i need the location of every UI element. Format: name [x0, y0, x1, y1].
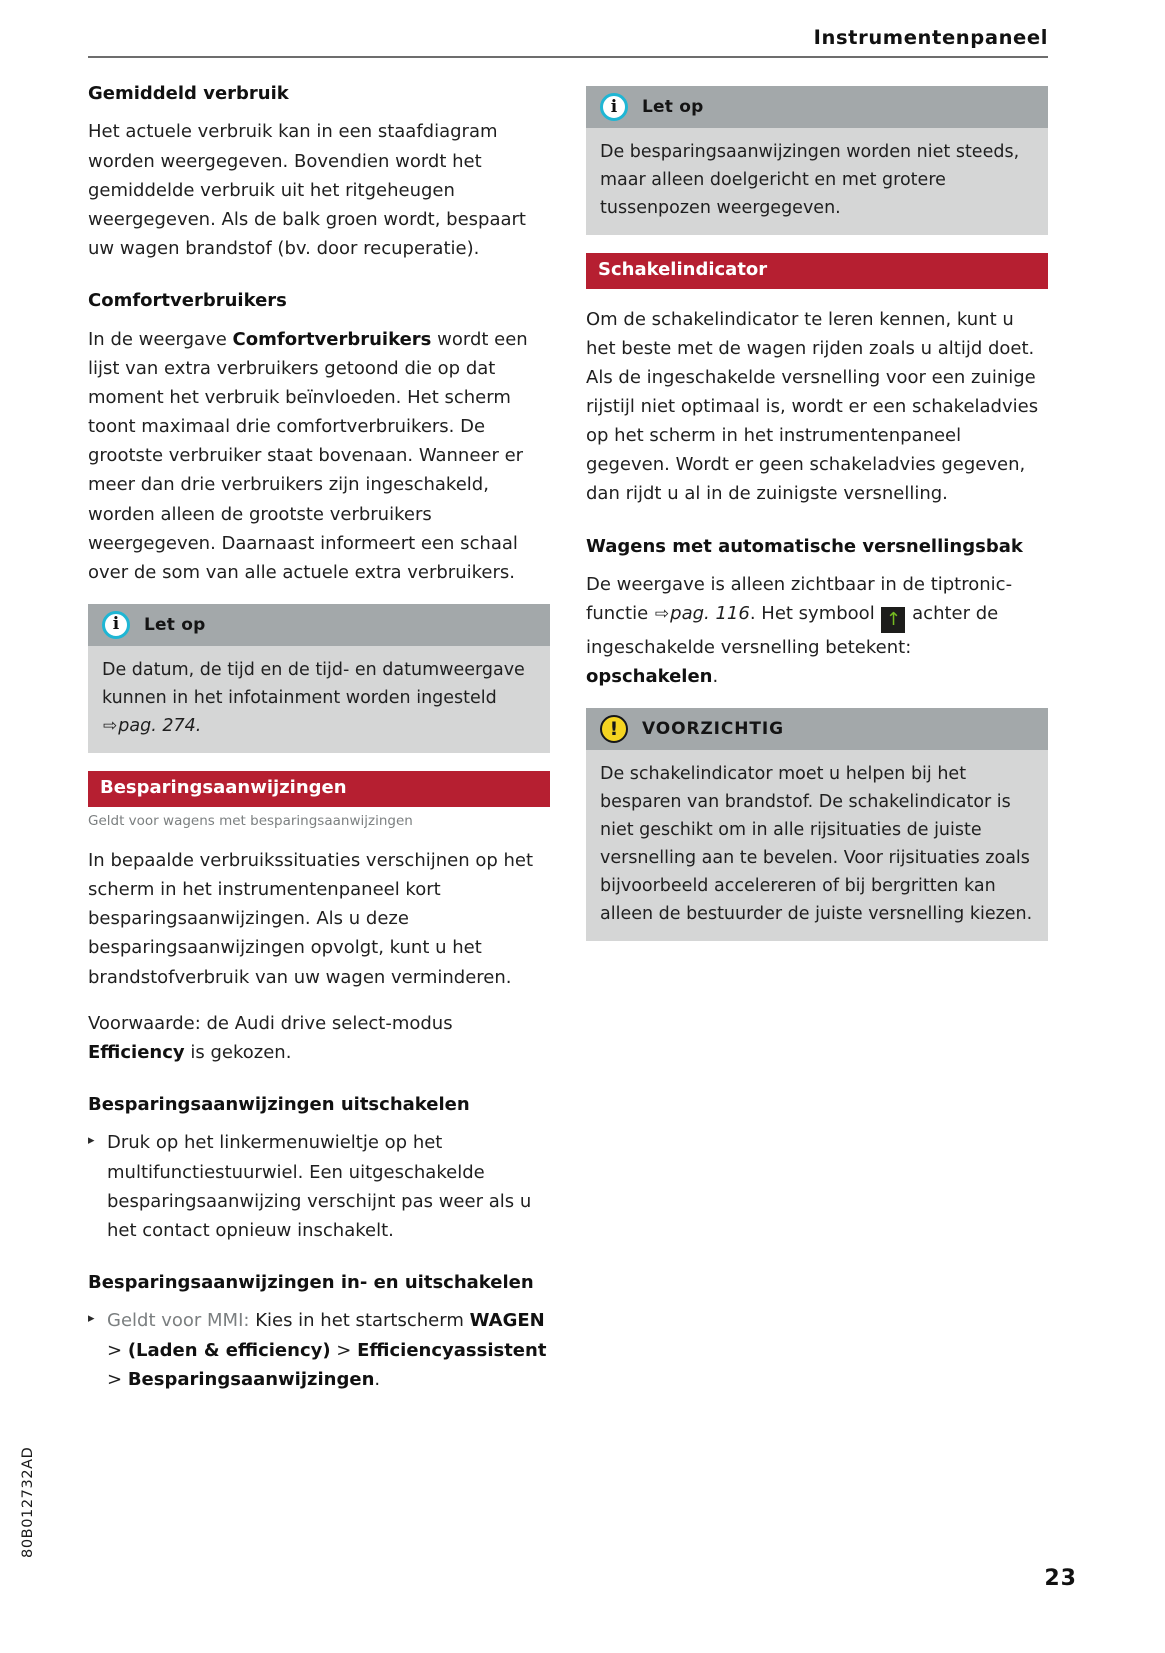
paragraph-gemiddeld-verbruik: Het actuele verbruik kan in een staafdiagram worden weergegeven. Bovendien wordt het gemiddelde verbruik uit het ritgeheugen weergegeven. Als de balk groen wordt, bespaart uw wagen brandstof (bv. door recuperatie).: [88, 121, 526, 260]
reference-arrow-icon: ⇨: [654, 604, 670, 625]
warning-header: [586, 708, 1048, 750]
text-fragment: . Het symbool: [749, 603, 881, 625]
menu-path-item-4[interactable]: Besparingsaanwijzingen: [127, 1368, 375, 1390]
note-body: De besparingsaanwijzingen worden niet steeds, maar alleen doelgericht en met grotere tussenpozen weergegeven.: [586, 128, 1048, 235]
text-fragment: is gekozen.: [184, 1041, 292, 1063]
heading-comfortverbruikers: Comfortverbruikers: [88, 290, 287, 312]
text-fragment: De datum, de tijd en de tijd- en datumweergave kunnen in het infotainment worden ingesteld: [102, 659, 525, 708]
note-title: Let op: [642, 97, 704, 117]
paragraph-tiptronic: [586, 570, 1048, 691]
text-fragment: Kies in het startscherm: [249, 1310, 470, 1332]
paragraph-comfortverbruikers: [88, 325, 550, 587]
applicability-prefix: Geldt voor MMI:: [107, 1310, 250, 1332]
emphasis-comfortverbruikers: Comfortverbruikers: [232, 328, 432, 350]
section-bar-besparingsaanwijzingen: Besparingsaanwijzingen: [88, 771, 550, 807]
note-header: [586, 86, 1048, 128]
menu-path-item-1[interactable]: WAGEN: [469, 1310, 545, 1332]
triangle-bullet-icon: ▸: [88, 1311, 95, 1327]
bullet-list-mmi: [88, 1306, 550, 1393]
text-fragment: Voorwaarde: de Audi drive select-modus: [88, 1012, 453, 1034]
menu-path-separator: >: [330, 1339, 358, 1361]
header-rule: [88, 56, 1048, 58]
reference-arrow-icon: ⇨: [103, 715, 118, 736]
text-fragment: De weergave is alleen zichtbaar in de tiptronic-functie: [586, 573, 1013, 625]
caution-icon: !: [600, 715, 628, 743]
left-column: [88, 82, 550, 1411]
section-bar-schakelindicator: Schakelindicator: [586, 253, 1048, 289]
note-title: Let op: [144, 614, 206, 635]
info-icon: i: [102, 611, 130, 639]
menu-path-separator: >: [107, 1339, 128, 1361]
heading-besparingsaanwijzingen-uitschakelen: Besparingsaanwijzingen uitschakelen: [88, 1093, 470, 1115]
text-fragment: achter de ingeschakelde versnelling betekent:: [586, 603, 999, 659]
bullet-list-uitschakelen: [88, 1128, 550, 1245]
text-fragment: .: [195, 715, 202, 736]
note-box-let-op-right: [586, 86, 1048, 235]
text-fragment: In de weergave: [88, 328, 233, 350]
text-fragment: .: [712, 666, 719, 688]
note-body: [88, 646, 550, 753]
emphasis-opschakelen: opschakelen: [586, 666, 713, 688]
note-box-let-op-left: [88, 604, 550, 753]
shift-up-arrow-icon: ↑: [881, 607, 905, 633]
warning-box-voorzichtig: [586, 708, 1048, 941]
right-column: [586, 82, 1048, 1411]
text-fragment: wordt een lijst van extra verbruikers getoond die op dat moment het verbruik beïnvloeden. Het scherm toont maximaal drie comfortverbruikers. De grootste verbruiker staat bovenaan. Wanneer er meer dan drie verbruikers zijn ingeschakeld, worden alleen de grootste verbruikers weergegeven. Daarnaast informeert een schaal over de som van alle actuele extra verbruikers.: [88, 328, 528, 583]
page-header: [88, 26, 1048, 58]
heading-gemiddeld-verbruik: Gemiddeld verbruik: [88, 83, 289, 104]
text-fragment: .: [374, 1368, 381, 1390]
section-subtitle: Geldt voor wagens met besparingsaanwijzingen: [88, 812, 413, 829]
heading-besparingsaanwijzingen-in-en-uitschakelen: Besparingsaanwijzingen in- en uitschakelen: [88, 1271, 534, 1293]
menu-path-item-2[interactable]: (Laden & efficiency): [127, 1339, 331, 1361]
info-icon: i: [600, 93, 628, 121]
menu-path-item-3[interactable]: Efficiencyassistent: [357, 1339, 547, 1361]
page-reference-link[interactable]: pag. 116: [670, 603, 750, 625]
part-number-label: 80B012732AD: [20, 1446, 36, 1558]
warning-body: De schakelindicator moet u helpen bij het besparen van brandstof. De schakelindicator is niet geschikt om in alle rijsituaties de juiste versnelling aan te bevelen. Voor rijsituaties zoals bijvoorbeeld accelereren of bij bergritten kan alleen de bestuurder de juiste versnelling kiezen.: [586, 750, 1048, 941]
heading-wagens-automatische-versnellingsbak: Wagens met automatische versnellingsbak: [586, 535, 1023, 557]
list-item-text: Druk op het linkermenuwieltje op het multifunctiestuurwiel. Een uitgeschakelde besparingsaanwijzing verschijnt pas weer als u het contact opnieuw inschakelt.: [107, 1132, 532, 1241]
list-item: [88, 1128, 550, 1245]
paragraph-voorwaarde: [88, 1009, 550, 1067]
triangle-bullet-icon: ▸: [88, 1133, 95, 1149]
warning-title: VOORZICHTIG: [642, 719, 784, 740]
content-columns: [88, 82, 1048, 1411]
note-header: [88, 604, 550, 646]
menu-path-separator: >: [107, 1368, 128, 1390]
paragraph-schakelindicator: Om de schakelindicator te leren kennen, kunt u het beste met de wagen rijden zoals u altijd doet. Als de ingeschakelde versnelling voor een zuinige rijstijl niet optimaal is, wordt er een schakeladvies op het scherm in het instrumentenpaneel gegeven. Wordt er geen schakeladvies gegeven, dan rijdt u al in de zuinigste versnelling.: [586, 308, 1039, 505]
paragraph-besparingsaanwijzingen: In bepaalde verbruikssituaties verschijnen op het scherm in het instrumentenpaneel kort besparingsaanwijzingen. Als u deze besparingsaanwijzingen opvolgt, kunt u het brandstofverbruik van uw wagen verminderen.: [88, 849, 534, 988]
page-title: Instrumentenpaneel: [813, 26, 1048, 49]
list-item: [88, 1306, 550, 1393]
page-reference-link[interactable]: pag. 274: [118, 715, 196, 736]
emphasis-efficiency: Efficiency: [88, 1041, 185, 1063]
page-number: 23: [1044, 1566, 1077, 1591]
